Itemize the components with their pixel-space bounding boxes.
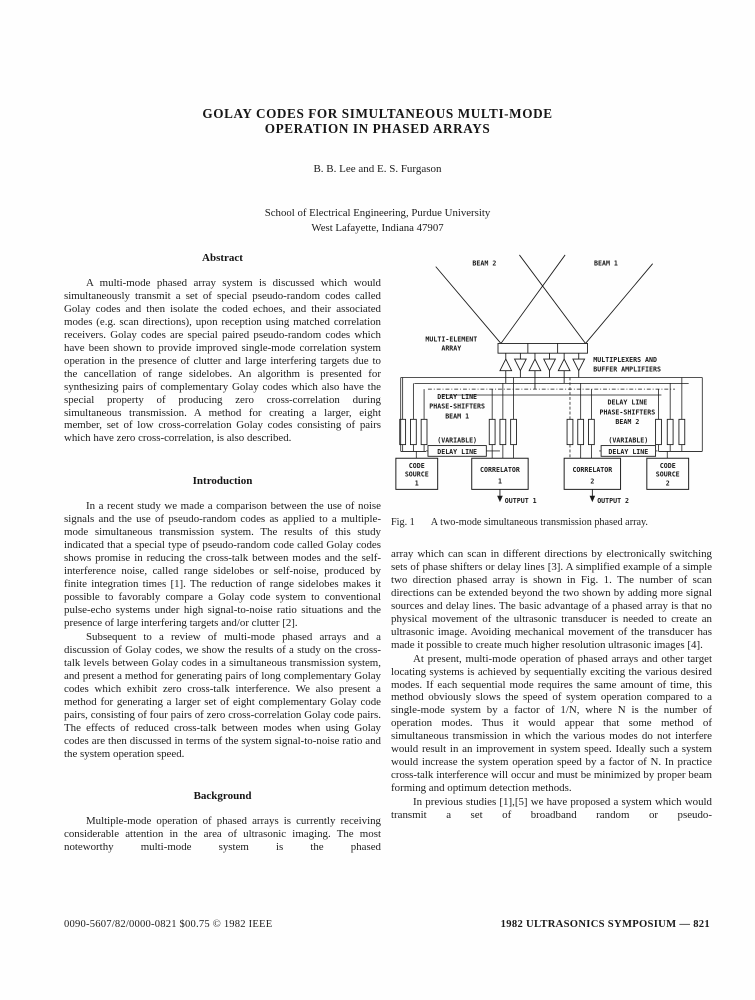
delay-line-right-label: DELAY LINE	[608, 447, 649, 456]
correlator-1-label-1: CORRELATOR	[480, 465, 520, 474]
code-source-1-label-1: CODE	[408, 461, 425, 470]
beam-lines	[436, 255, 653, 344]
introduction-paragraph-2: Subsequent to a review of multi-mode phased arrays and a discussion of Golay codes, we show the results of a study on the cross-talk levels between Golay codes in a simultaneous transmission system, and present a method for generating pairs of long complementary Golay codes which exhibit zero cross-talk interference. We also present a method for generating a larger set of eight complementary Golay code pairs, consisting of four pairs of zero cross-correlation Golay code pairs. The effects of reduced cross-talk between modes when using Golay codes are then discussed in terms of the system signal-to-noise ratio and the system operation speed.	[64, 630, 381, 760]
multiplexers-label-2: BUFFER AMPLIFIERS	[593, 365, 661, 374]
affiliation-line1: School of Electrical Engineering, Purdue University	[264, 207, 491, 219]
phase-shifters-beam2-label-3: BEAM 2	[615, 418, 640, 427]
beam-1-label: BEAM 1	[594, 259, 618, 268]
figure-1-caption-label: Fig. 1	[391, 517, 415, 528]
variable-right-label: (VARIABLE)	[608, 436, 649, 445]
paper-title-line1: GOLAY CODES FOR SIMULTANEOUS MULTI-MODE	[202, 106, 553, 121]
delay-line-left-label: DELAY LINE	[437, 447, 478, 456]
abstract-heading: Abstract	[202, 252, 243, 264]
introduction-paragraph-1: In a recent study we made a comparison between the use of noise signals and the use of pseudo-random codes as applied to a multiple-mode simultaneous transmission system. The results of this study indicated that a special type of pseudo-random code called Golay codes shows promise in reducing the cross-talk between modes and the self-interference noise, called range sidelobes or self-noise, produced by finite integration times [1]. The reduction of range sidelobes makes it possible to favorably compare a Golay code system to conventional pulse-echo systems under high signal-to-noise ratio situations and the presence of large interfering targets and/or clutter [2].	[64, 500, 381, 629]
body-paragraph-3: In previous studies [1],[5] we have proposed a system which would transmit a set of broadband random or pseudo-	[391, 796, 712, 822]
buffer-amplifier-triangles	[500, 353, 585, 389]
paper-header	[0, 106, 755, 235]
affiliation	[0, 206, 755, 235]
background-heading: Background	[193, 790, 252, 803]
phase-shifters-beam1-label-2: PHASE-SHIFTERS	[429, 402, 486, 411]
variable-left-label: (VARIABLE)	[437, 436, 478, 445]
code-source-1-label-3: 1	[414, 479, 419, 488]
phase-shifters-beam1-label-1: DELAY LINE	[437, 392, 478, 401]
figure-1	[391, 250, 712, 528]
authors-line: B. B. Lee and E. S. Furgason	[313, 163, 442, 175]
output-1-label: OUTPUT 1	[504, 496, 537, 505]
abstract-paragraph: A multi-mode phased array system is discussed which would simultaneously transmit a set of special pseudo-random codes called Golay codes and then isolate the coded echoes, and their associated modes (e.g. scan directions), upon reception using matched correlation receivers. Golay codes are special paired pseudo-random codes which have been shown to provide improved single-mode correlation system operation in the presence of clutter and large interfering targets due to the cancellation of range sidelobes. An algorithm is presented for synthesizing pairs of complementary Golay codes which also have the special property of producing zero cross-correlation during simultaneous transmission. A method for creating a larger, eight member, set of low cross-correlation Golay codes consisting of pairs which have zero cross-correlation, is also described.	[64, 277, 381, 445]
body-paragraph-2: At present, multi-mode operation of phased arrays and other target locating systems is achieved by sequentially exciting the various desired modes. If each sequential mode requires the same amount of time, this method obviously slows the speed of system operation compared to a single-mode system by a factor of 1/N, where N is the number of operation modes. Thus it would appear that some method of simultaneous transmission in which the various modes do not interfere would result in an improvement in system speed. Ideally such a system would increase the system operation speed by a factor of N. In practice cross-talk interference will occur and must be minimized by proper beam forming and optimum detection methods.	[391, 652, 712, 795]
phase-shifters-beam2-label-2: PHASE-SHIFTERS	[599, 408, 656, 417]
correlator-2-label-2: 2	[590, 477, 595, 486]
bottom-boxes	[396, 458, 689, 489]
code-source-2-label-1: CODE	[659, 461, 676, 470]
correlator-2-label-1: CORRELATOR	[572, 465, 613, 474]
figure-1-caption	[391, 517, 712, 528]
figure-1-diagram	[391, 250, 712, 505]
body-paragraph-1: array which can scan in different directions by electronically switching sets of phase shifters or delay lines [3]. A simplified example of a simple two direction phased array is shown in Fig. 1. The number of scan directions can be extended beyond the two shown by adding more signal sources and delay lines. The basic advantage of a phased array is that no physical movement of the ultrasonic transducer is needed to create an ultrasonic image. Avoiding mechanical movement of the transducer has made it possible to create much higher resolution ultrasonic images [4].	[391, 548, 712, 651]
output-2-label: OUTPUT 2	[597, 496, 630, 505]
left-column	[64, 250, 381, 854]
multi-element-array-label-2: ARRAY	[441, 344, 462, 353]
multi-element-array-shape	[498, 343, 587, 353]
phase-shifters-beam2-label-1: DELAY LINE	[607, 398, 648, 407]
figure-labels	[405, 260, 680, 505]
background-paragraph-1: Multiple-mode operation of phased arrays is currently receiving considerable attention in the area of ultrasonic imaging. The most noteworthy multi-mode system is the phased	[64, 815, 381, 854]
beam-2-label: BEAM 2	[472, 259, 497, 268]
multiplexers-label-1: MULTIPLEXERS AND	[593, 355, 657, 364]
copyright-notice: 0090-5607/82/0000-0821 $00.75 © 1982 IEEE	[64, 919, 273, 930]
paper-title	[0, 106, 755, 136]
right-column	[391, 250, 712, 822]
figure-1-caption-text: A two-mode simultaneous transmission phased array.	[430, 517, 648, 528]
affiliation-line2: West Lafayette, Indiana 47907	[311, 221, 444, 234]
proceedings-page-number: 1982 ULTRASONICS SYMPOSIUM — 821	[500, 919, 710, 930]
code-source-2-label-2: SOURCE	[655, 470, 680, 479]
code-source-2-label-3: 2	[665, 479, 670, 488]
paper-title-line2: OPERATION IN PHASED ARRAYS	[264, 121, 491, 136]
phase-shifters-beam1-label-3: BEAM 1	[445, 412, 470, 421]
correlator-1-label-2: 1	[497, 477, 502, 486]
introduction-heading: Introduction	[192, 475, 253, 488]
multi-element-array-label-1: MULTI-ELEMENT	[425, 335, 478, 344]
code-source-1-label-2: SOURCE	[404, 470, 429, 479]
